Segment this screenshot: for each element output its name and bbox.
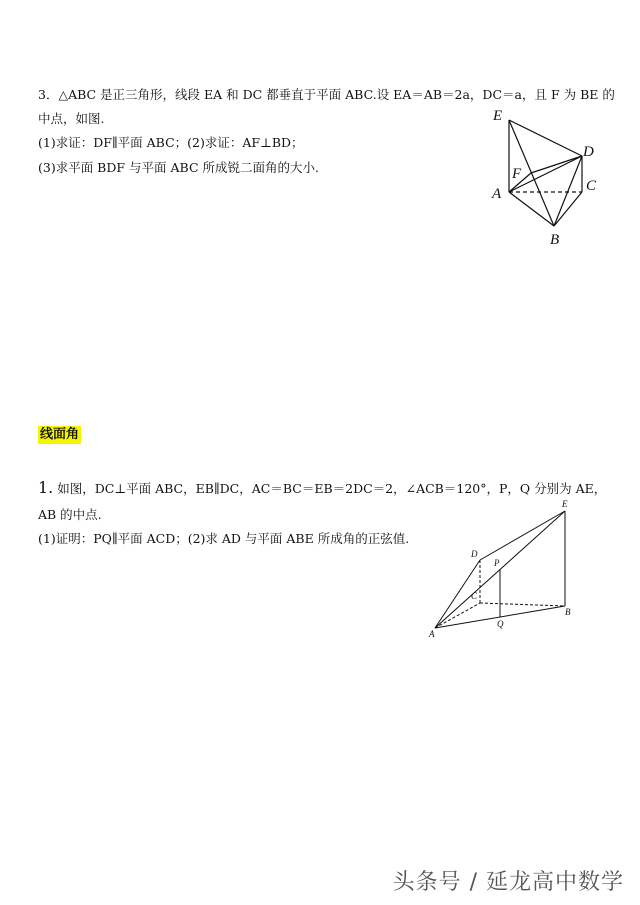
edge-CB: [554, 192, 582, 226]
edge-ED: [509, 120, 582, 156]
section-tag: 线面角: [40, 427, 80, 442]
problem1-line1-text: 如图，DC⊥平面 ABC，EB∥DC，AC＝BC＝EB＝2DC＝2，∠ACB＝120°，P，Q 分别为 AE，: [57, 481, 607, 496]
problem3-line4: (3)求平面 BDF 与平面 ABC 所成锐二面角的大小.: [38, 160, 319, 175]
edge-DB: [554, 156, 582, 226]
label-B: B: [565, 607, 571, 617]
label-C: C: [586, 178, 597, 194]
problem3-line2: 中点，如图.: [38, 111, 105, 126]
problem3-line1: 3．△ABC 是正三角形，线段 EA 和 DC 都垂直于平面 ABC.设 EA＝AB＝2a，DC＝a，且 F 为 BE 的: [38, 87, 615, 102]
label-F: F: [512, 166, 522, 182]
label-E: E: [493, 108, 503, 124]
edge-DE: [480, 511, 565, 560]
problem3-figure: [485, 100, 610, 250]
label-C: C: [471, 591, 478, 601]
label-Q: Q: [497, 619, 504, 629]
label-E: E: [562, 499, 568, 509]
problem1-figure: [425, 495, 585, 640]
label-B: B: [550, 232, 560, 248]
label-P: P: [494, 558, 500, 568]
edge-CB: [480, 603, 565, 606]
label-A: A: [429, 629, 435, 639]
label-D: D: [471, 549, 478, 559]
watermark: 头条号 / 延龙高中数学: [392, 870, 624, 895]
problem1-line2: AB 的中点.: [38, 507, 102, 522]
edge-DF: [531, 156, 582, 173]
problem1-number: 1.: [38, 478, 54, 497]
problem1-line3: (1)证明：PQ∥平面 ACD；(2)求 AD 与平面 ABE 所成角的正弦值.: [38, 531, 410, 546]
problem3-line3: (1)求证：DF∥平面 ABC；(2)求证：AF⊥BD；: [38, 135, 304, 150]
label-A: A: [492, 186, 502, 202]
label-D: D: [583, 144, 594, 160]
